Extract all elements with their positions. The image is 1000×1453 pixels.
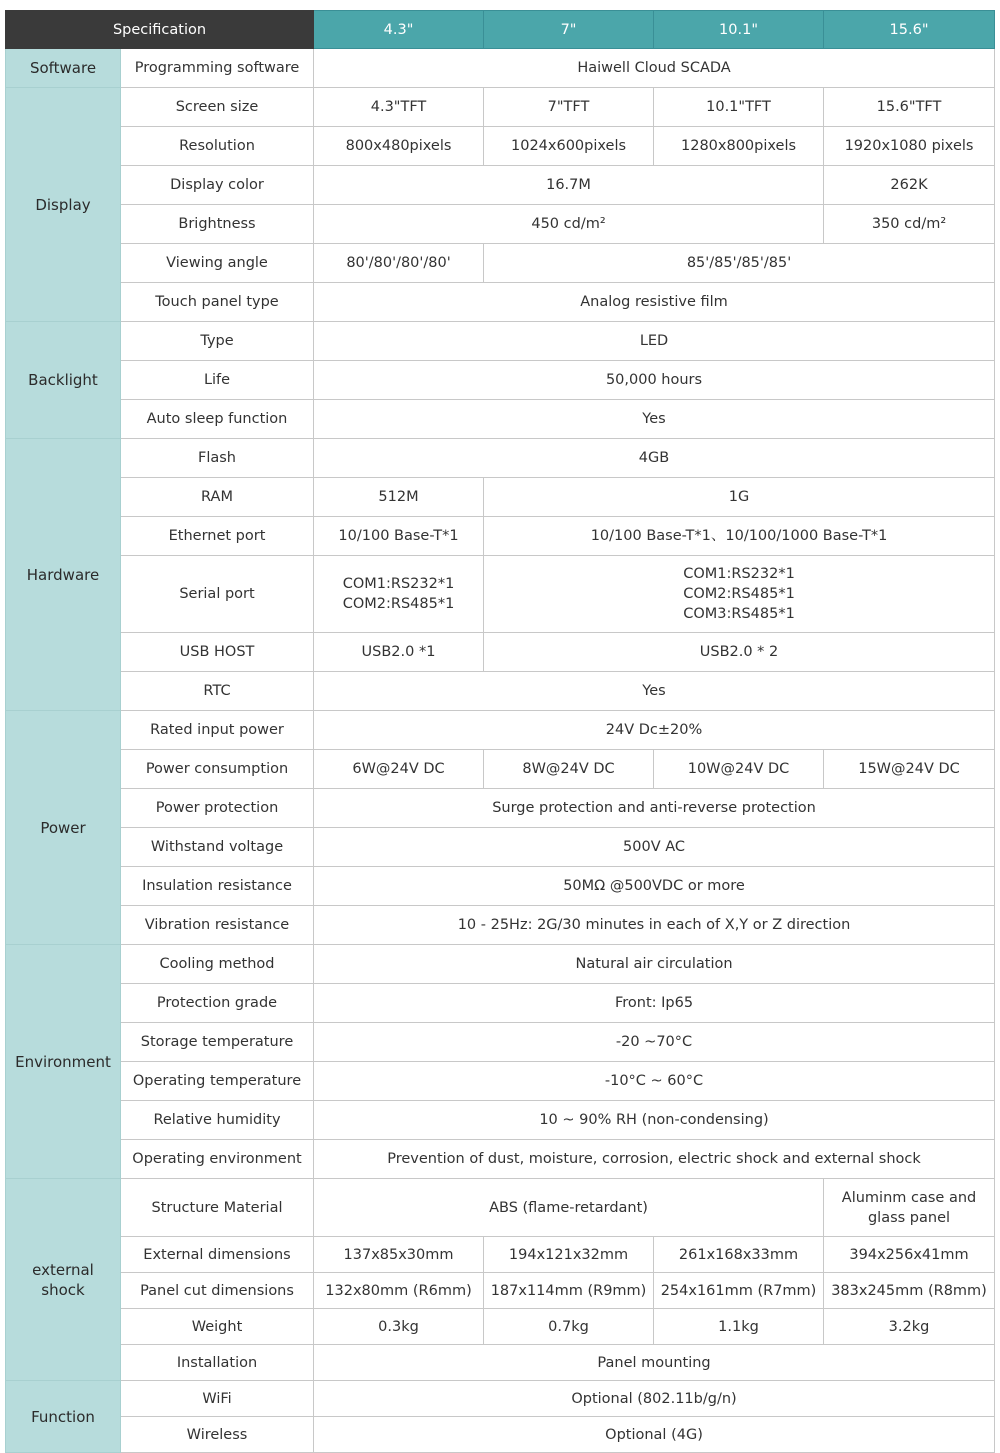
param-value: 10/100 Base-T*1、10/100/1000 Base-T*1 xyxy=(484,517,995,556)
param-label: Resolution xyxy=(121,127,314,166)
table-row xyxy=(6,322,995,361)
table-row xyxy=(6,828,995,867)
table-row xyxy=(6,1417,995,1453)
table-row xyxy=(6,478,995,517)
serial-line: COM2:RS485*1 xyxy=(342,596,455,612)
param-label: Insulation resistance xyxy=(121,867,314,906)
table-row xyxy=(6,1140,995,1179)
category-software: Software xyxy=(6,49,121,88)
param-label: RTC xyxy=(121,672,314,711)
param-value: 10 - 25Hz: 2G/30 minutes in each of X,Y or Z direction xyxy=(314,906,995,945)
spec-table xyxy=(5,10,995,1453)
param-value: Prevention of dust, moisture, corrosion, electric shock and external shock xyxy=(314,1140,995,1179)
param-value: 80'/80'/80'/80' xyxy=(314,244,484,283)
table-row xyxy=(6,867,995,906)
param-value: LED xyxy=(314,322,995,361)
table-row xyxy=(6,1101,995,1140)
category-line: shock xyxy=(41,1280,85,1299)
category-external-shock xyxy=(6,1179,121,1381)
param-label: Touch panel type xyxy=(121,283,314,322)
table-row xyxy=(6,205,995,244)
param-value: 16.7M xyxy=(314,166,824,205)
table-row xyxy=(6,1309,995,1345)
param-value: Yes xyxy=(314,672,995,711)
param-value: -20 ~70°C xyxy=(314,1023,995,1062)
param-value: 1.1kg xyxy=(654,1309,824,1345)
param-value: 187x114mm (R9mm) xyxy=(484,1273,654,1309)
param-value: 383x245mm (R8mm) xyxy=(824,1273,995,1309)
param-value: Haiwell Cloud SCADA xyxy=(314,49,995,88)
param-label: Cooling method xyxy=(121,945,314,984)
param-label: Withstand voltage xyxy=(121,828,314,867)
table-row xyxy=(6,361,995,400)
param-value: 6W@24V DC xyxy=(314,750,484,789)
serial-line: COM2:RS485*1 xyxy=(683,586,795,602)
param-label: Brightness xyxy=(121,205,314,244)
param-value: 1280x800pixels xyxy=(654,127,824,166)
material-line: glass panel xyxy=(867,1209,951,1226)
param-label: Structure Material xyxy=(121,1179,314,1237)
param-label: RAM xyxy=(121,478,314,517)
table-row xyxy=(6,1345,995,1381)
table-row xyxy=(6,789,995,828)
param-label: Wireless xyxy=(121,1417,314,1453)
param-value: 1920x1080 pixels xyxy=(824,127,995,166)
table-row xyxy=(6,400,995,439)
param-value: 450 cd/m² xyxy=(314,205,824,244)
table-row xyxy=(6,1062,995,1101)
category-power: Power xyxy=(6,711,121,945)
param-value: Optional (802.11b/g/n) xyxy=(314,1381,995,1417)
param-label: Viewing angle xyxy=(121,244,314,283)
param-value: Yes xyxy=(314,400,995,439)
param-value xyxy=(314,556,484,633)
material-line: Aluminm case and xyxy=(841,1189,977,1206)
table-row xyxy=(6,439,995,478)
model-header-156: 15.6" xyxy=(824,11,995,49)
param-value: 350 cd/m² xyxy=(824,205,995,244)
param-value: 24V Dc±20% xyxy=(314,711,995,750)
param-label: Power consumption xyxy=(121,750,314,789)
param-value: 4.3"TFT xyxy=(314,88,484,127)
table-row xyxy=(6,1023,995,1062)
param-label: Operating temperature xyxy=(121,1062,314,1101)
param-value: 10/100 Base-T*1 xyxy=(314,517,484,556)
table-row xyxy=(6,127,995,166)
param-value: Analog resistive film xyxy=(314,283,995,322)
param-label: Screen size xyxy=(121,88,314,127)
param-value: 0.3kg xyxy=(314,1309,484,1345)
table-row xyxy=(6,984,995,1023)
param-label: Display color xyxy=(121,166,314,205)
param-label: Panel cut dimensions xyxy=(121,1273,314,1309)
param-value: ABS (flame-retardant) xyxy=(314,1179,824,1237)
param-value: Panel mounting xyxy=(314,1345,995,1381)
param-value: 132x80mm (R6mm) xyxy=(314,1273,484,1309)
table-row xyxy=(6,166,995,205)
model-header-7: 7" xyxy=(484,11,654,49)
param-value: 1024x600pixels xyxy=(484,127,654,166)
param-label: Auto sleep function xyxy=(121,400,314,439)
table-row xyxy=(6,556,995,633)
param-label: Power protection xyxy=(121,789,314,828)
param-value: 10W@24V DC xyxy=(654,750,824,789)
serial-line: COM1:RS232*1 xyxy=(683,566,795,582)
table-row xyxy=(6,672,995,711)
param-value: 7"TFT xyxy=(484,88,654,127)
param-value: 262K xyxy=(824,166,995,205)
table-row xyxy=(6,633,995,672)
param-value: 10 ~ 90% RH (non-condensing) xyxy=(314,1101,995,1140)
param-value: 85'/85'/85'/85' xyxy=(484,244,995,283)
param-label: Relative humidity xyxy=(121,1101,314,1140)
category-display: Display xyxy=(6,88,121,322)
table-row xyxy=(6,945,995,984)
serial-line: COM3:RS485*1 xyxy=(683,606,795,622)
category-environment: Environment xyxy=(6,945,121,1179)
table-row xyxy=(6,711,995,750)
param-value: 137x85x30mm xyxy=(314,1237,484,1273)
param-label: Weight xyxy=(121,1309,314,1345)
model-header-101: 10.1" xyxy=(654,11,824,49)
param-value: 254x161mm (R7mm) xyxy=(654,1273,824,1309)
param-label: Rated input power xyxy=(121,711,314,750)
param-label: Protection grade xyxy=(121,984,314,1023)
table-row xyxy=(6,906,995,945)
param-value: 800x480pixels xyxy=(314,127,484,166)
param-label: Programming software xyxy=(121,49,314,88)
spec-header: Specification xyxy=(6,11,314,49)
param-value: 10.1"TFT xyxy=(654,88,824,127)
param-label: Type xyxy=(121,322,314,361)
param-value: 0.7kg xyxy=(484,1309,654,1345)
param-value: USB2.0 *1 xyxy=(314,633,484,672)
param-value: 512M xyxy=(314,478,484,517)
param-label: Ethernet port xyxy=(121,517,314,556)
param-value: 15.6"TFT xyxy=(824,88,995,127)
table-row xyxy=(6,517,995,556)
param-value: 261x168x33mm xyxy=(654,1237,824,1273)
param-label: Flash xyxy=(121,439,314,478)
param-value: Surge protection and anti-reverse protection xyxy=(314,789,995,828)
table-row xyxy=(6,1179,995,1237)
param-value: 1G xyxy=(484,478,995,517)
param-label: Storage temperature xyxy=(121,1023,314,1062)
param-value: 194x121x32mm xyxy=(484,1237,654,1273)
table-row xyxy=(6,1273,995,1309)
serial-line: COM1:RS232*1 xyxy=(342,576,455,592)
param-value: 394x256x41mm xyxy=(824,1237,995,1273)
param-value: 8W@24V DC xyxy=(484,750,654,789)
param-value: 3.2kg xyxy=(824,1309,995,1345)
category-backlight: Backlight xyxy=(6,322,121,439)
param-label: Operating environment xyxy=(121,1140,314,1179)
category-function: Function xyxy=(6,1381,121,1453)
header-row xyxy=(6,11,995,49)
table-row xyxy=(6,49,995,88)
table-row xyxy=(6,283,995,322)
param-value: -10°C ~ 60°C xyxy=(314,1062,995,1101)
param-value xyxy=(824,1179,995,1237)
param-label: Installation xyxy=(121,1345,314,1381)
param-value: 15W@24V DC xyxy=(824,750,995,789)
param-label: Vibration resistance xyxy=(121,906,314,945)
param-value: Natural air circulation xyxy=(314,945,995,984)
param-label: USB HOST xyxy=(121,633,314,672)
param-value: Optional (4G) xyxy=(314,1417,995,1453)
model-header-43: 4.3" xyxy=(314,11,484,49)
param-value: 4GB xyxy=(314,439,995,478)
category-line: external xyxy=(32,1260,94,1279)
table-row xyxy=(6,750,995,789)
table-row xyxy=(6,244,995,283)
param-value: 500V AC xyxy=(314,828,995,867)
param-label: Serial port xyxy=(121,556,314,633)
param-value: 50MΩ @500VDC or more xyxy=(314,867,995,906)
table-row xyxy=(6,1237,995,1273)
param-label: WiFi xyxy=(121,1381,314,1417)
table-row xyxy=(6,1381,995,1417)
param-value xyxy=(484,556,995,633)
param-label: Life xyxy=(121,361,314,400)
category-hardware: Hardware xyxy=(6,439,121,711)
param-value: USB2.0 * 2 xyxy=(484,633,995,672)
param-label: External dimensions xyxy=(121,1237,314,1273)
param-value: Front: Ip65 xyxy=(314,984,995,1023)
table-row xyxy=(6,88,995,127)
param-value: 50,000 hours xyxy=(314,361,995,400)
